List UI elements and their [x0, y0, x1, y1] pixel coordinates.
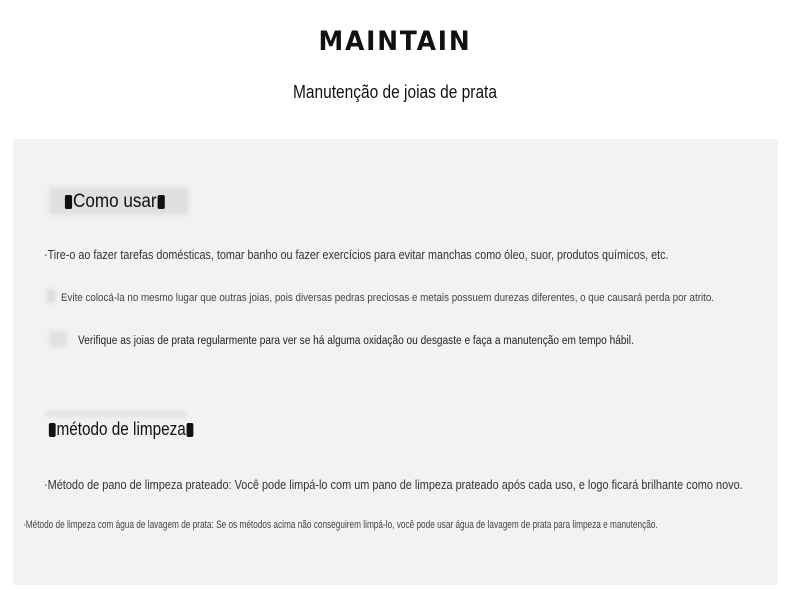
usage-item-3: Verifique as joias de prata regularmente para ver se há alguma oxidação ou desgaste e faça a manutenção em tempo hábil.: [78, 335, 634, 347]
usage-item-1: ·Tire-o ao fazer tarefas domésticas, tomar banho ou fazer exercícios para evitar manchas como óleo, suor, produtos químicos, etc.: [44, 247, 669, 262]
usage-heading-text: Como usar: [73, 191, 157, 212]
bracket-glyph-right: [158, 195, 165, 209]
content-panel: [13, 139, 778, 585]
bracket-glyph-left: [49, 423, 56, 437]
usage-item-2: Evite colocá-la no mesmo lugar que outras joias, pois diversas pedras preciosas e metais possuem durezas diferentes, o que causará perda por atrito.: [61, 292, 715, 304]
bracket-glyph-left: [65, 195, 72, 209]
page-title: MAINTAIN: [318, 26, 472, 57]
page-subtitle: Manutenção de joias de prata: [293, 82, 497, 102]
cleaning-heading-text: método de limpeza: [56, 419, 186, 439]
cleaning-item-1: ·Método de pano de limpeza prateado: Você pode limpá-lo com um pano de limpeza prateado após cada uso, e logo ficará brilhante como novo.: [44, 477, 743, 492]
cleaning-item-2: ·Método de limpeza com água de lavagem de prata: Se os métodos acima não conseguirem limpá-lo, você pode usar água de lavagem de prata para limpeza e manutenção.: [23, 519, 658, 531]
bullet-smudge: [46, 289, 56, 303]
faint-overlay-text: · · · · · · · · · · · · · ·: [349, 68, 441, 80]
cleaning-heading: [48, 419, 194, 440]
bullet-smudge: [49, 331, 67, 347]
smudge-decoration: [46, 411, 186, 417]
usage-heading: [64, 191, 166, 213]
bracket-glyph-right: [187, 423, 194, 437]
